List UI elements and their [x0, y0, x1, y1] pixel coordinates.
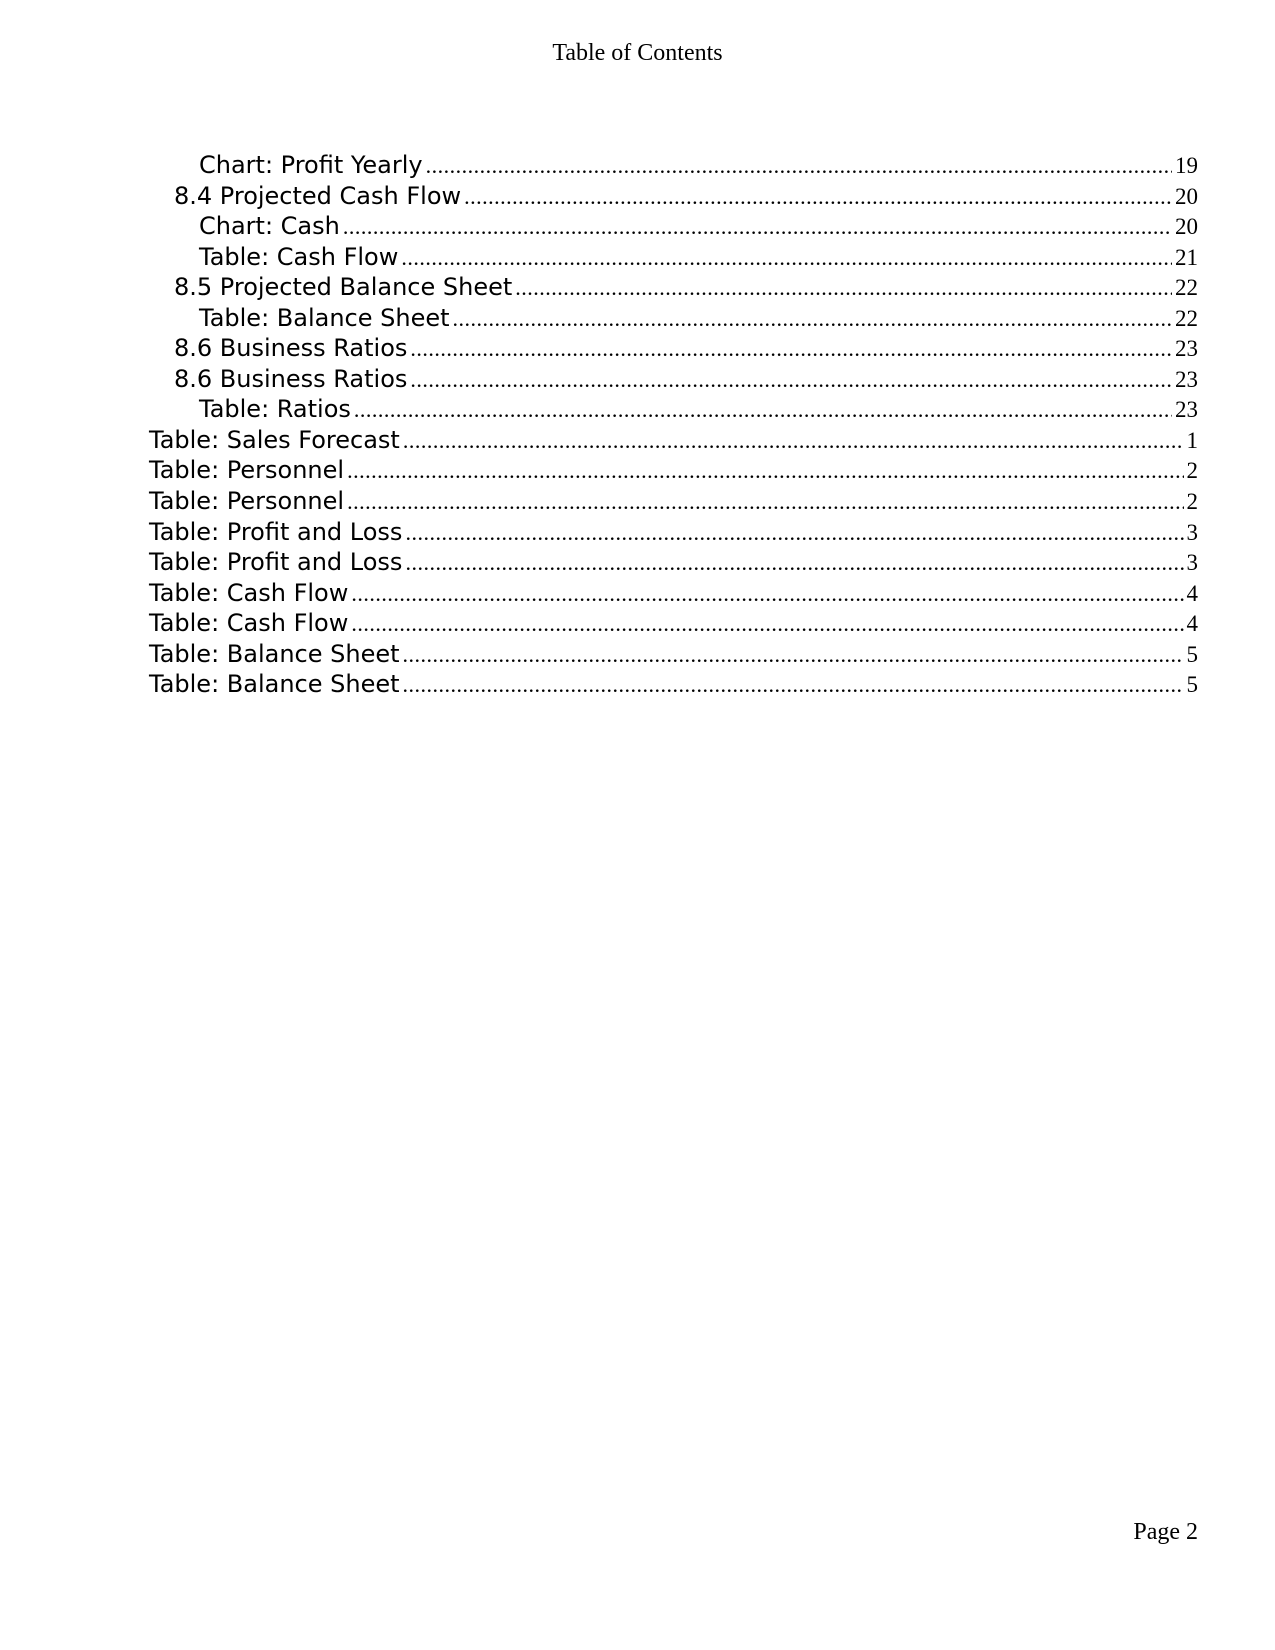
toc-entry-page-number: 23 [1175, 397, 1198, 423]
toc-entry-label: Table: Cash Flow [149, 578, 349, 607]
toc-entry-page-number: 1 [1186, 427, 1198, 453]
toc-entry[interactable] [149, 394, 1198, 425]
toc-entry-label: Table: Cash Flow [149, 609, 349, 638]
toc-entry-page-number: 5 [1186, 641, 1198, 667]
toc-dot-leader [405, 518, 1183, 548]
toc-dot-leader [403, 670, 1184, 700]
toc-dot-leader [426, 151, 1172, 181]
toc-entry-page-number: 20 [1175, 183, 1198, 209]
toc-dot-leader [410, 365, 1172, 395]
toc-entry-page-number: 2 [1186, 458, 1198, 484]
toc-entry[interactable] [149, 242, 1198, 273]
toc-dot-leader [403, 426, 1184, 456]
toc-entry-label: Table: Balance Sheet [149, 670, 400, 699]
toc-entry-label: 8.5 Projected Balance Sheet [174, 273, 513, 302]
toc-entry-label: Table: Balance Sheet [149, 639, 400, 668]
toc-entry-page-number: 2 [1186, 489, 1198, 515]
toc-entry-page-number: 3 [1186, 550, 1198, 576]
toc-dot-leader [401, 243, 1172, 273]
toc-entry-page-number: 22 [1175, 275, 1198, 301]
toc-dot-leader [343, 212, 1172, 242]
toc-entry-page-number: 4 [1186, 580, 1198, 606]
toc-entry-label: 8.6 Business Ratios [174, 364, 408, 393]
page-title: Table of Contents [552, 40, 723, 66]
toc-entry-label: Table: Profit and Loss [149, 548, 403, 577]
toc-dot-leader [403, 640, 1184, 670]
toc-entry-label: Table: Personnel [149, 456, 345, 485]
toc-entry-page-number: 21 [1175, 244, 1198, 270]
toc-entry-page-number: 19 [1175, 153, 1198, 178]
toc-entry[interactable] [149, 211, 1198, 242]
toc-dot-leader [453, 304, 1172, 334]
toc-entry[interactable] [149, 272, 1198, 303]
page-footer [1133, 1517, 1198, 1547]
toc-entry-label: 8.6 Business Ratios [174, 334, 408, 363]
toc-entry-label: Chart: Profit Yearly [199, 151, 423, 179]
toc-dot-leader [515, 273, 1172, 303]
toc-entry-label: Table: Personnel [149, 487, 345, 516]
toc-entry[interactable] [149, 150, 1198, 181]
toc-dot-leader [410, 334, 1172, 364]
page-header [0, 38, 1275, 68]
toc-dot-leader [464, 182, 1172, 212]
toc-dot-leader [354, 395, 1172, 425]
toc-entry-label: Chart: Cash [199, 212, 340, 241]
toc-entry[interactable] [149, 425, 1198, 456]
toc-entry[interactable] [149, 669, 1198, 700]
toc-entry-page-number: 23 [1175, 366, 1198, 392]
toc-entry[interactable] [149, 578, 1198, 609]
toc-entry[interactable] [149, 547, 1198, 578]
toc-entry[interactable] [149, 608, 1198, 639]
table-of-contents [149, 150, 1198, 700]
toc-entry[interactable] [149, 181, 1198, 212]
toc-entry[interactable] [149, 364, 1198, 395]
toc-entry[interactable] [149, 333, 1198, 364]
toc-entry-label: Table: Sales Forecast [149, 425, 400, 454]
toc-entry-page-number: 22 [1175, 305, 1198, 331]
toc-dot-leader [405, 548, 1183, 578]
toc-entry[interactable] [149, 303, 1198, 334]
toc-entry-page-number: 4 [1186, 611, 1198, 637]
page-number: Page 2 [1133, 1519, 1198, 1545]
toc-entry-page-number: 3 [1186, 519, 1198, 545]
toc-entry-label: Table: Cash Flow [199, 242, 399, 271]
toc-entry[interactable] [149, 455, 1198, 486]
toc-entry-page-number: 5 [1186, 672, 1198, 698]
toc-dot-leader [347, 456, 1183, 486]
toc-entry-label: Table: Profit and Loss [149, 517, 403, 546]
toc-entry-page-number: 20 [1175, 214, 1198, 240]
toc-entry-label: 8.4 Projected Cash Flow [174, 181, 462, 210]
toc-entry-label: Table: Ratios [199, 395, 351, 424]
toc-entry[interactable] [149, 517, 1198, 548]
toc-entry-label: Table: Balance Sheet [199, 303, 450, 332]
toc-dot-leader [347, 487, 1183, 517]
toc-entry-page-number: 23 [1175, 336, 1198, 362]
toc-entry[interactable] [149, 486, 1198, 517]
toc-dot-leader [351, 579, 1183, 609]
toc-dot-leader [351, 609, 1183, 639]
toc-entry[interactable] [149, 639, 1198, 670]
